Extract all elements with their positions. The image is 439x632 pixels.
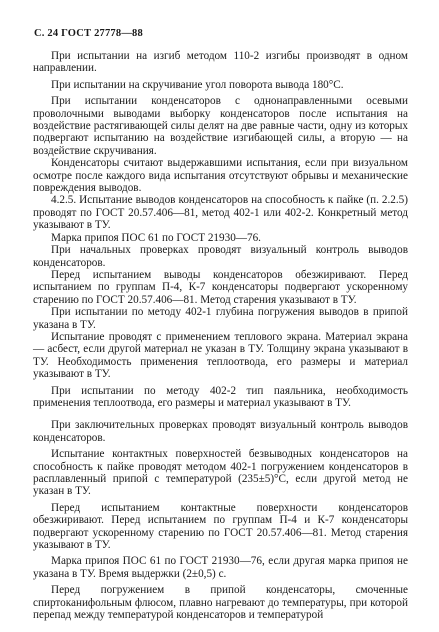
paragraph: Перед испытанием контактные поверхности конденсаторов обезжиривают. Перед испытанием по группам П-4 и К-7 конденсаторы подвергают ускоренному старению по ГОСТ 20.57.406—81. Метод старения указывают в ТУ.	[33, 501, 408, 552]
paragraph: При начальных проверках проводят визуальный контроль выводов конденсаторов.	[33, 244, 408, 269]
paragraph: При испытании на изгиб методом 110-2 изгибы производят в одном направлении.	[33, 50, 408, 75]
paragraph: При испытании на скручивание угол поворота вывода 180°С.	[51, 78, 344, 91]
paragraph: При испытании конденсаторов с однонаправленными осевыми проволочными выводами выборку конденсаторов после испытания на воздействие растягивающей силы делят на две равные части, одну из которых подвергают испытанию на воздействие изгибающей силы, а вторую — на воздействие скручивания.	[33, 95, 408, 157]
paragraph: При испытании по методу 402-1 глубина погружения выводов в припой указана в ТУ.	[33, 306, 408, 331]
paragraph: Перед испытанием выводы конденсаторов обезжиривают. Перед испытанием по группам П-4, К-7 конденсаторы подвергают ускоренному старению по ГОСТ 20.57.406—81. Метод старения указывают в ТУ.	[33, 268, 408, 306]
paragraph: Конденсаторы считают выдержавшими испытания, если при визуальном осмотре после каждого вида испытания отсутствуют обрывы и механические повреждения выводов.	[33, 157, 408, 195]
paragraph: При испытании по методу 402-2 тип паяльника, необходимость применения теплоотвода, его размеры и материал указывают в ТУ.	[33, 384, 408, 409]
page-header: С. 24 ГОСТ 27778—88	[34, 28, 143, 39]
paragraph: Марка припоя ПОС 61 по ГОСТ 21930—76, если другая марка припоя не указана в ТУ. Время выдержки (2±0,5) с.	[33, 555, 408, 580]
paragraph: При заключительных проверках проводят визуальный контроль выводов конденсаторов.	[33, 419, 408, 444]
paragraph: Испытание контактных поверхностей безвыводных конденсаторов на способность к пайке проводят методом 402-1 погружением конденсаторов в расплавленный припой с температурой (235±5)°С, если другой метод не указан в ТУ.	[33, 448, 408, 498]
paragraph: Испытание проводят с применением теплового экрана. Материал экрана — асбест, если другой материал не указан в ТУ. Толщину экрана указывают в ТУ. Необходимость применения теплоотвода, его размеры и материал указывают в ТУ.	[33, 330, 408, 381]
document-body	[33, 50, 408, 621]
paragraph: Перед погружением в припой конденсаторы, смоченные спиртоканифольным флюсом, плавно нагревают до температуры, при которой перепад между температурой конденсаторов и температурой	[33, 584, 408, 622]
paragraph: Марка припоя ПОС 61 по ГОСТ 21930—76.	[51, 231, 261, 244]
paragraph: 4.2.5. Испытание выводов конденсаторов на способность к пайке (п. 2.2.5) проводят по ГОСТ 20.57.406—81, метод 402-1 или 402-2. Конкретный метод указывают в ТУ.	[33, 194, 408, 232]
